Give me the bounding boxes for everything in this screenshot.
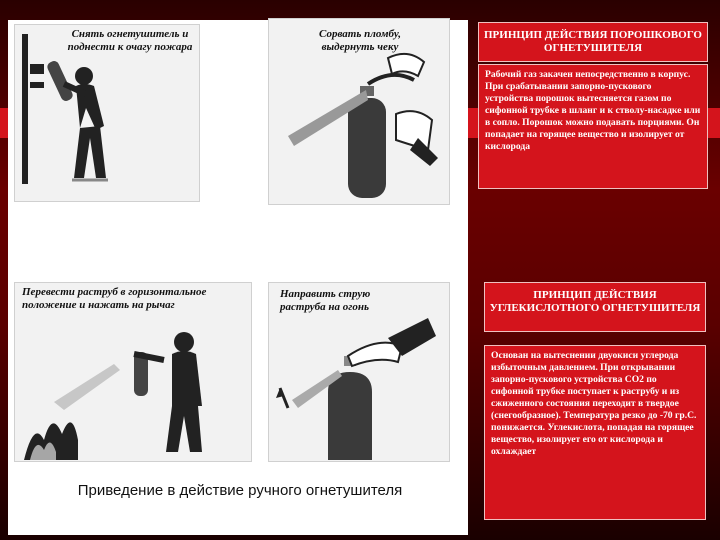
step1-caption: Снять огнетушитель и поднести к очагу пожара [67,28,193,53]
co2-description: Основан на вытеснении двуокиси углерода избыточным давлением. При открывании запорно-пускового устройства СО2 по сифонной трубке поступает к раструбу и из сжиженного состояния переходит в твердое (снегообразное). Температура резко до -70 гр.С. понижается. Углекислота, попадая на горящее вещество, изолирует его от кислорода и охлаждает [484,345,706,520]
step3-caption: Перевести раструб в горизонтальное положение и нажать на рычаг [22,286,207,311]
co2-title: ПРИНЦИП ДЕЙСТВИЯ УГЛЕКИСЛОТНОГО ОГНЕТУШИТЕЛЯ [484,282,706,332]
page-caption: Приведение в действие ручного огнетушителя [77,482,403,499]
step2-caption: Сорвать пломбу, выдернуть чеку [319,28,401,53]
step4-caption: Направить струю раструба на огонь [280,288,371,313]
powder-title: ПРИНЦИП ДЕЙСТВИЯ ПОРОШКОВОГО ОГНЕТУШИТЕЛЯ [478,22,708,62]
powder-description: Рабочий газ закачен непосредственно в корпус. При срабатывании запорно-пускового устройства порошок вытесняется газом по сифонной трубке в шланг и к стволу-насадке или в сопло. Порошок можно подавать порциями. Он попадает на горящее вещество и изолирует от кислорода [478,64,708,189]
